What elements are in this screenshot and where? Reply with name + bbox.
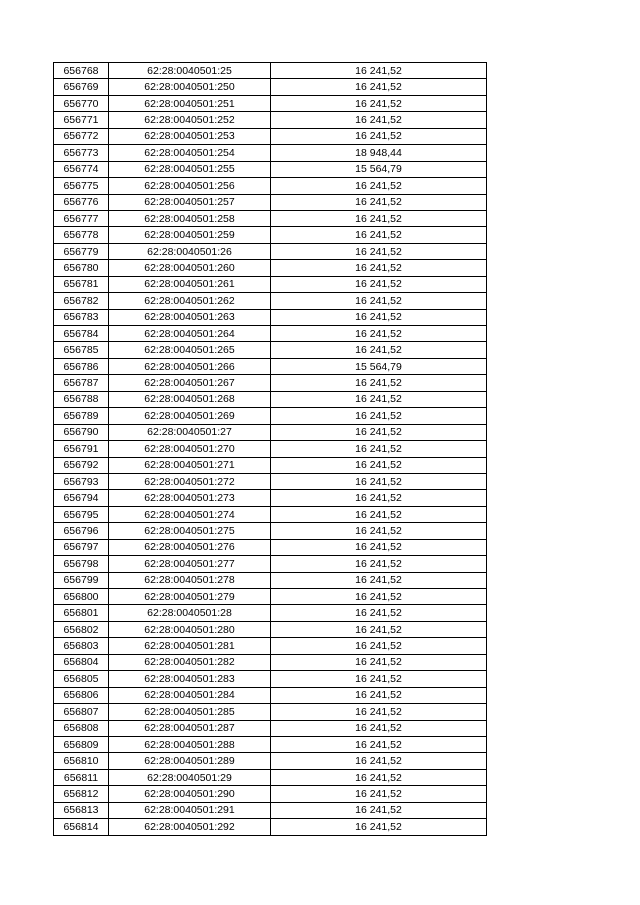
row-id-cell: 656784 (54, 326, 109, 342)
cadastral-number-cell: 62:28:0040501:25 (109, 63, 271, 79)
table-row (54, 441, 487, 457)
cadastral-number-cell: 62:28:0040501:287 (109, 720, 271, 736)
value-cell: 16 241,52 (271, 194, 487, 210)
cadastral-number-cell: 62:28:0040501:255 (109, 161, 271, 177)
cadastral-number-cell: 62:28:0040501:289 (109, 753, 271, 769)
row-id-cell: 656797 (54, 539, 109, 555)
table-row (54, 358, 487, 374)
row-id-cell: 656811 (54, 769, 109, 785)
cadastral-number-cell: 62:28:0040501:263 (109, 309, 271, 325)
value-cell: 16 241,52 (271, 605, 487, 621)
cadastral-number-cell: 62:28:0040501:267 (109, 375, 271, 391)
data-table (53, 62, 487, 836)
cadastral-number-cell: 62:28:0040501:288 (109, 736, 271, 752)
row-id-cell: 656804 (54, 654, 109, 670)
value-cell: 16 241,52 (271, 95, 487, 111)
row-id-cell: 656808 (54, 720, 109, 736)
table-row (54, 408, 487, 424)
value-cell: 16 241,52 (271, 704, 487, 720)
table-row (54, 753, 487, 769)
row-id-cell: 656807 (54, 704, 109, 720)
table-row (54, 769, 487, 785)
value-cell: 16 241,52 (271, 539, 487, 555)
value-cell: 16 241,52 (271, 654, 487, 670)
row-id-cell: 656788 (54, 391, 109, 407)
row-id-cell: 656775 (54, 178, 109, 194)
cadastral-number-cell: 62:28:0040501:281 (109, 638, 271, 654)
value-cell: 16 241,52 (271, 441, 487, 457)
value-cell: 16 241,52 (271, 753, 487, 769)
row-id-cell: 656809 (54, 736, 109, 752)
table-row (54, 210, 487, 226)
cadastral-number-cell: 62:28:0040501:272 (109, 473, 271, 489)
table-row (54, 161, 487, 177)
row-id-cell: 656771 (54, 112, 109, 128)
value-cell: 15 564,79 (271, 358, 487, 374)
value-cell: 16 241,52 (271, 736, 487, 752)
row-id-cell: 656782 (54, 293, 109, 309)
cadastral-number-cell: 62:28:0040501:261 (109, 276, 271, 292)
row-id-cell: 656795 (54, 506, 109, 522)
table-row (54, 638, 487, 654)
row-id-cell: 656814 (54, 819, 109, 835)
table-row (54, 424, 487, 440)
row-id-cell: 656800 (54, 589, 109, 605)
value-cell: 16 241,52 (271, 589, 487, 605)
table-row (54, 687, 487, 703)
cadastral-number-cell: 62:28:0040501:253 (109, 128, 271, 144)
value-cell: 16 241,52 (271, 293, 487, 309)
table-row (54, 342, 487, 358)
value-cell: 16 241,52 (271, 178, 487, 194)
row-id-cell: 656778 (54, 227, 109, 243)
cadastral-number-cell: 62:28:0040501:27 (109, 424, 271, 440)
cadastral-number-cell: 62:28:0040501:29 (109, 769, 271, 785)
row-id-cell: 656796 (54, 523, 109, 539)
value-cell: 16 241,52 (271, 326, 487, 342)
cadastral-number-cell: 62:28:0040501:256 (109, 178, 271, 194)
value-cell: 16 241,52 (271, 227, 487, 243)
row-id-cell: 656799 (54, 572, 109, 588)
row-id-cell: 656774 (54, 161, 109, 177)
cadastral-number-cell: 62:28:0040501:254 (109, 145, 271, 161)
value-cell: 18 948,44 (271, 145, 487, 161)
cadastral-number-cell: 62:28:0040501:252 (109, 112, 271, 128)
cadastral-number-cell: 62:28:0040501:285 (109, 704, 271, 720)
row-id-cell: 656813 (54, 802, 109, 818)
value-cell: 16 241,52 (271, 802, 487, 818)
value-cell: 16 241,52 (271, 621, 487, 637)
table-row (54, 391, 487, 407)
table-row (54, 671, 487, 687)
table-row (54, 704, 487, 720)
cadastral-number-cell: 62:28:0040501:284 (109, 687, 271, 703)
cadastral-number-cell: 62:28:0040501:266 (109, 358, 271, 374)
row-id-cell: 656789 (54, 408, 109, 424)
value-cell: 16 241,52 (271, 408, 487, 424)
value-cell: 16 241,52 (271, 128, 487, 144)
table-row (54, 819, 487, 835)
cadastral-number-cell: 62:28:0040501:279 (109, 589, 271, 605)
row-id-cell: 656803 (54, 638, 109, 654)
table-row (54, 506, 487, 522)
cadastral-number-cell: 62:28:0040501:250 (109, 79, 271, 95)
value-cell: 16 241,52 (271, 112, 487, 128)
row-id-cell: 656785 (54, 342, 109, 358)
table-row (54, 605, 487, 621)
table-row (54, 194, 487, 210)
table-body (54, 63, 487, 836)
cadastral-number-cell: 62:28:0040501:283 (109, 671, 271, 687)
value-cell: 16 241,52 (271, 63, 487, 79)
row-id-cell: 656802 (54, 621, 109, 637)
table-row (54, 539, 487, 555)
cadastral-number-cell: 62:28:0040501:264 (109, 326, 271, 342)
row-id-cell: 656772 (54, 128, 109, 144)
cadastral-number-cell: 62:28:0040501:26 (109, 243, 271, 259)
row-id-cell: 656812 (54, 786, 109, 802)
table-row (54, 178, 487, 194)
value-cell: 16 241,52 (271, 490, 487, 506)
value-cell: 16 241,52 (271, 457, 487, 473)
cadastral-number-cell: 62:28:0040501:282 (109, 654, 271, 670)
table-row (54, 654, 487, 670)
cadastral-number-cell: 62:28:0040501:274 (109, 506, 271, 522)
value-cell: 16 241,52 (271, 523, 487, 539)
cadastral-number-cell: 62:28:0040501:270 (109, 441, 271, 457)
value-cell: 16 241,52 (271, 819, 487, 835)
value-cell: 16 241,52 (271, 79, 487, 95)
value-cell: 16 241,52 (271, 687, 487, 703)
row-id-cell: 656779 (54, 243, 109, 259)
table-row (54, 79, 487, 95)
row-id-cell: 656776 (54, 194, 109, 210)
cadastral-number-cell: 62:28:0040501:271 (109, 457, 271, 473)
table-row (54, 293, 487, 309)
cadastral-number-cell: 62:28:0040501:280 (109, 621, 271, 637)
table-row (54, 802, 487, 818)
table-row (54, 457, 487, 473)
row-id-cell: 656805 (54, 671, 109, 687)
value-cell: 16 241,52 (271, 276, 487, 292)
row-id-cell: 656790 (54, 424, 109, 440)
table-row (54, 276, 487, 292)
cadastral-number-cell: 62:28:0040501:291 (109, 802, 271, 818)
cadastral-number-cell: 62:28:0040501:278 (109, 572, 271, 588)
table-row (54, 490, 487, 506)
table-row (54, 243, 487, 259)
value-cell: 16 241,52 (271, 243, 487, 259)
value-cell: 16 241,52 (271, 786, 487, 802)
value-cell: 16 241,52 (271, 391, 487, 407)
value-cell: 16 241,52 (271, 572, 487, 588)
value-cell: 16 241,52 (271, 424, 487, 440)
table-row (54, 375, 487, 391)
row-id-cell: 656791 (54, 441, 109, 457)
table-row (54, 63, 487, 79)
value-cell: 16 241,52 (271, 473, 487, 489)
cadastral-number-cell: 62:28:0040501:269 (109, 408, 271, 424)
row-id-cell: 656798 (54, 556, 109, 572)
row-id-cell: 656793 (54, 473, 109, 489)
cadastral-number-cell: 62:28:0040501:276 (109, 539, 271, 555)
table-row (54, 473, 487, 489)
row-id-cell: 656768 (54, 63, 109, 79)
value-cell: 16 241,52 (271, 375, 487, 391)
cadastral-number-cell: 62:28:0040501:292 (109, 819, 271, 835)
row-id-cell: 656773 (54, 145, 109, 161)
cadastral-number-cell: 62:28:0040501:28 (109, 605, 271, 621)
value-cell: 16 241,52 (271, 769, 487, 785)
cadastral-number-cell: 62:28:0040501:259 (109, 227, 271, 243)
row-id-cell: 656769 (54, 79, 109, 95)
table-row (54, 589, 487, 605)
table-row (54, 112, 487, 128)
cadastral-number-cell: 62:28:0040501:268 (109, 391, 271, 407)
value-cell: 15 564,79 (271, 161, 487, 177)
table-row (54, 523, 487, 539)
table-row (54, 621, 487, 637)
table-row (54, 786, 487, 802)
value-cell: 16 241,52 (271, 342, 487, 358)
row-id-cell: 656786 (54, 358, 109, 374)
value-cell: 16 241,52 (271, 260, 487, 276)
row-id-cell: 656780 (54, 260, 109, 276)
table-row (54, 736, 487, 752)
cadastral-number-cell: 62:28:0040501:265 (109, 342, 271, 358)
cadastral-number-cell: 62:28:0040501:257 (109, 194, 271, 210)
value-cell: 16 241,52 (271, 210, 487, 226)
cadastral-number-cell: 62:28:0040501:273 (109, 490, 271, 506)
row-id-cell: 656783 (54, 309, 109, 325)
row-id-cell: 656794 (54, 490, 109, 506)
cadastral-number-cell: 62:28:0040501:262 (109, 293, 271, 309)
table-row (54, 556, 487, 572)
row-id-cell: 656810 (54, 753, 109, 769)
value-cell: 16 241,52 (271, 638, 487, 654)
cadastral-number-cell: 62:28:0040501:290 (109, 786, 271, 802)
table-row (54, 326, 487, 342)
cadastral-number-cell: 62:28:0040501:251 (109, 95, 271, 111)
row-id-cell: 656801 (54, 605, 109, 621)
row-id-cell: 656792 (54, 457, 109, 473)
value-cell: 16 241,52 (271, 506, 487, 522)
row-id-cell: 656787 (54, 375, 109, 391)
table-row (54, 128, 487, 144)
value-cell: 16 241,52 (271, 671, 487, 687)
table-row (54, 95, 487, 111)
table-row (54, 145, 487, 161)
row-id-cell: 656781 (54, 276, 109, 292)
cadastral-number-cell: 62:28:0040501:275 (109, 523, 271, 539)
row-id-cell: 656806 (54, 687, 109, 703)
table-row (54, 309, 487, 325)
table-row (54, 720, 487, 736)
value-cell: 16 241,52 (271, 309, 487, 325)
cadastral-number-cell: 62:28:0040501:258 (109, 210, 271, 226)
cadastral-number-cell: 62:28:0040501:260 (109, 260, 271, 276)
row-id-cell: 656770 (54, 95, 109, 111)
row-id-cell: 656777 (54, 210, 109, 226)
cadastral-number-cell: 62:28:0040501:277 (109, 556, 271, 572)
value-cell: 16 241,52 (271, 720, 487, 736)
table-row (54, 227, 487, 243)
table-row (54, 572, 487, 588)
value-cell: 16 241,52 (271, 556, 487, 572)
table-row (54, 260, 487, 276)
